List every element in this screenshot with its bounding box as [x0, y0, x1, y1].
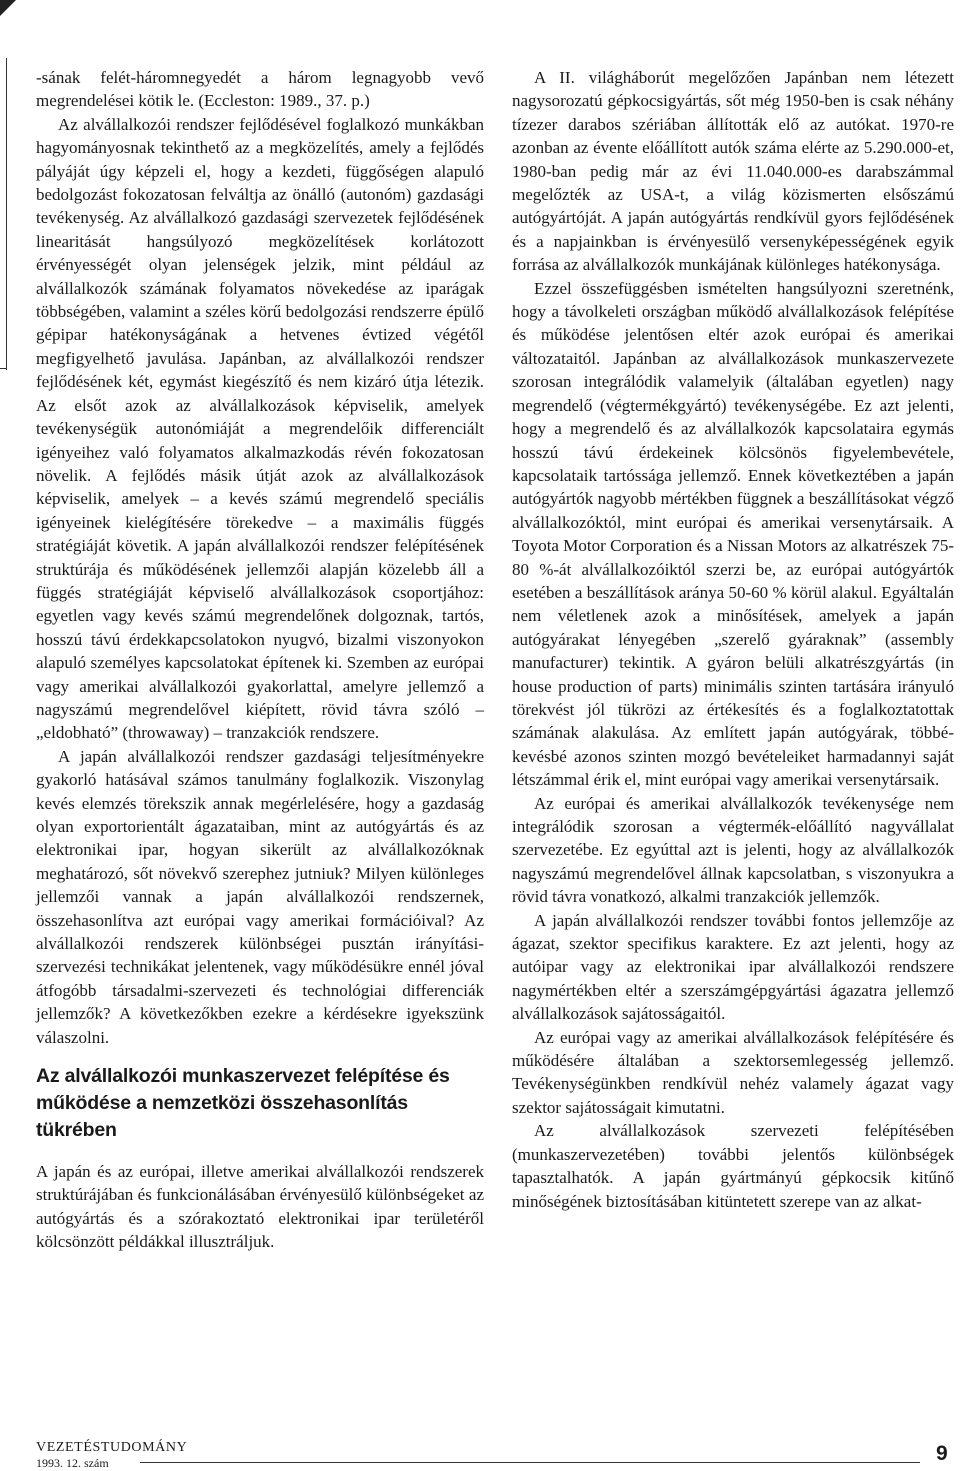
paragraph: A japán alvállalkozói rendszer további fontos jellemzője az ágazat, szektor specifikus karaktere. Ez azt jelenti, hogy az autóipar vagy az elektronikai ipar alvállalkozói rendszere nagymértékben eltér a szerszámgépgyártási ágazatra jellemző alvállalkozások sajátosságaitól.: [512, 910, 954, 1024]
margin-rule: [6, 58, 7, 370]
paragraph: A II. világháborút megelőzően Japánban nem létezett nagysorozatú gépkocsigyártás, sőt még 1950-ben is csak néhány tízezer darabos szériában állították elő az autókat. 1970-re azonban az évente előállított autók száma elérte az 5.290.000-et, 1980-ban pedig már az évi 11.040.000-es darabszámmal megelőzték az USA-t, a világ közismerten elsőszámú autógyártóját. A japán autógyártás rendkívül gyors fejlődésének és a napjainkban is érvényesülő versenyképességének egyik forrása az alvállalkozók munkájának különleges hatékonysága.: [512, 68, 954, 275]
page-number: 9: [936, 1442, 948, 1465]
right-column: [512, 66, 954, 1213]
section-heading: Az alvállalkozói munkaszervezet felépítése és működése a nemzetközi összehasonlítás tükrében: [36, 1065, 450, 1142]
paragraph-continued: -sának felét-háromnegyedét a három legnagyobb vevő megrendelései kötik le. (Eccleston: 1989., 37. p.): [36, 68, 484, 111]
issue-info: 1993. 12. szám: [36, 1456, 109, 1470]
journal-name: VEZETÉSTUDOMÁNY: [36, 1440, 188, 1455]
left-column: [36, 66, 484, 1254]
paragraph: Az alvállalkozások szervezeti felépítésében (munkaszervezetében) további jelentős különbségek tapasztalhatók. A japán gyártmányú gépkocsik kitűnő minőségének biztosításában kitüntetett szerepe van az alkat-: [512, 1121, 954, 1211]
paragraph: Az alvállalkozói rendszer fejlődésével foglalkozó munkákban hagyományosnak tekinthető az a megközelítés, amely a fejlődés pályáját úgy képzeli el, hogy a kezdeti, függőségen alapuló bedolgozást fokozatosan felváltja az önálló (autonóm) gazdasági tevékenység. Az alvállalkozó gazdasági szervezetek fejlődésének linearitását hangsúlyozó megközelítések korlátozott érvényességét olyan jelenségek jelzik, mint például az alvállalkozók számának folyamatos növekedése az iparágak többségében, valamint a széles körű bedolgozási rendszerre épülő gépipar hatékonyságának a hetvenes évtized végétől megfigyelhető javulása. Japánban, az alvállalkozói rendszer fejlődésének két, egymást kiegészítő és nem kizáró útja létezik. Az elsőt azok az alvállalkozások képviselik, amelyek tevékenységük autonómiáját a megrendelőik differenciált igényeihez való folyamatos alkalmazkodás révén fokozatosan növelik. A fejlődés másik útját azok az alvállalkozások képviselik, amelyek – a kevés számú megrendelő speciális igényeinek kielégítésére törekedve – a maximális függés stratégiáját követik. A japán alvállalkozói rendszer felépítésének struktúrája és működésének jellemzői alapján közelebb áll a függés stratégiáját képviselő alvállalkozások csoportjához: egyetlen vagy kevés számú megrendelőnek dolgoznak, tartós, hosszú távú érdekkapcsolatokon nyugvó, bizalmi viszonyokon alapuló személyes kapcsolatokat építenek ki. Szemben az európai vagy amerikai alvállalkozói gyakorlattal, amelyre jellemző a nagyszámú megrendelővel kiépített, rövid távra szóló – „eldobható” (throwaway) – tranzakciók rendszere.: [36, 114, 484, 743]
margin-tick: [0, 368, 7, 369]
paragraph: Az európai és amerikai alvállalkozók tevékenysége nem integrálódik szorosan a végtermék-előállító nagyvállalat szervezetébe. Ez egyúttal azt is jelenti, hogy az alvállalkozók nagyszámú megrendelővel állnak kapcsolatban, s viszonyukra a rövid távra vonatkozó, alkalmi tranzakciók jellemzők.: [512, 793, 954, 907]
print-corner-mark: [0, 0, 16, 16]
paragraph: Az európai vagy az amerikai alvállalkozások felépítésére és működésére általában a szektorsemlegesség jellemző. Tevékenységünkben rendkívül nehéz valamely ágazat vagy szektor sajátosságait kimutatni.: [512, 1027, 954, 1117]
footer-rule: [140, 1462, 920, 1463]
paragraph: A japán és az európai, illetve amerikai alvállalkozói rendszerek struktúrájában és funkcionálásában érvényesülő különbségeket az autógyártás és a szórakoztató elektronikai ipar területéről kölcsönzött példákkal illusztráljuk.: [36, 1162, 484, 1252]
paragraph: A japán alvállalkozói rendszer gazdasági teljesítményekre gyakorló hatásával számos tanulmány foglalkozik. Viszonylag kevés elemzés törekszik annak megérlelésére, hogy a gazdaság olyan exportorientált ágazataiban, mint az autógyártás és az elektronikai ipar, hogyan sikerült az alvállalkozóknak meghatározó, sőt növekvő szerephez jutniuk? Milyen különleges jellemzői vannak a japán alvállalkozói rendszernek, összehasonlítva azt európai vagy amerikai formációival? Az alvállalkozói rendszerek különbségei pusztán irányítási-szervezési technikákat jelentenek, vagy működésükre ennél jóval átfogóbb társadalmi-szervezeti és technológiai differenciák jellemzők? A következőkben ezekre a kérdésekre igyekszünk válaszolni.: [36, 746, 484, 1047]
paragraph: Ezzel összefüggésben ismételten hangsúlyozni szeretnénk, hogy a távolkeleti országban működő alvállalkozások felépítése és működése jelentősen eltér azok európai és amerikai változataitól. Japánban az alvállalkozások munkaszervezete szorosan integrálódik valamelyik (általában egyetlen) nagy megrendelő (végtermékgyártó) tevékenységébe. Ez azt jelenti, hogy a megrendelő és az alvállalkozók kapcsolataira egymás hosszú távú érdekeinek kölcsönös figyelembevétele, kapcsolataik tartóssága jellemző. Ennek következtében a japán autógyártók nagyobb mértékben függnek a beszállításokat végző alvállalkozóktól, mint európai és amerikai versenytársaik. A Toyota Motor Corporation és a Nissan Motors az alkatrészek 75-80 %-át alvállalkozóiktól szerzi be, az európai autógyártók esetében a beszállítások aránya 50-60 % körül alakul. Egyáltalán nem véletlenek azok a minősítések, amelyek a japán autógyárakat lényegében „szerelő gyáraknak” (assembly manufacturer) tekintik. A gyáron belüli alkatrészgyártás (in house production of parts) minimális szinten tartására irányuló törekvést jól tükrözi az értékesítés és a foglalkoztatottak számának alakulása. Az említett japán autógyárak, többé-kevésbé azonos szinten mozgó bevételeiket harmadannyi saját létszámmal érik el, mint európai vagy amerikai versenytársaik.: [512, 278, 954, 790]
